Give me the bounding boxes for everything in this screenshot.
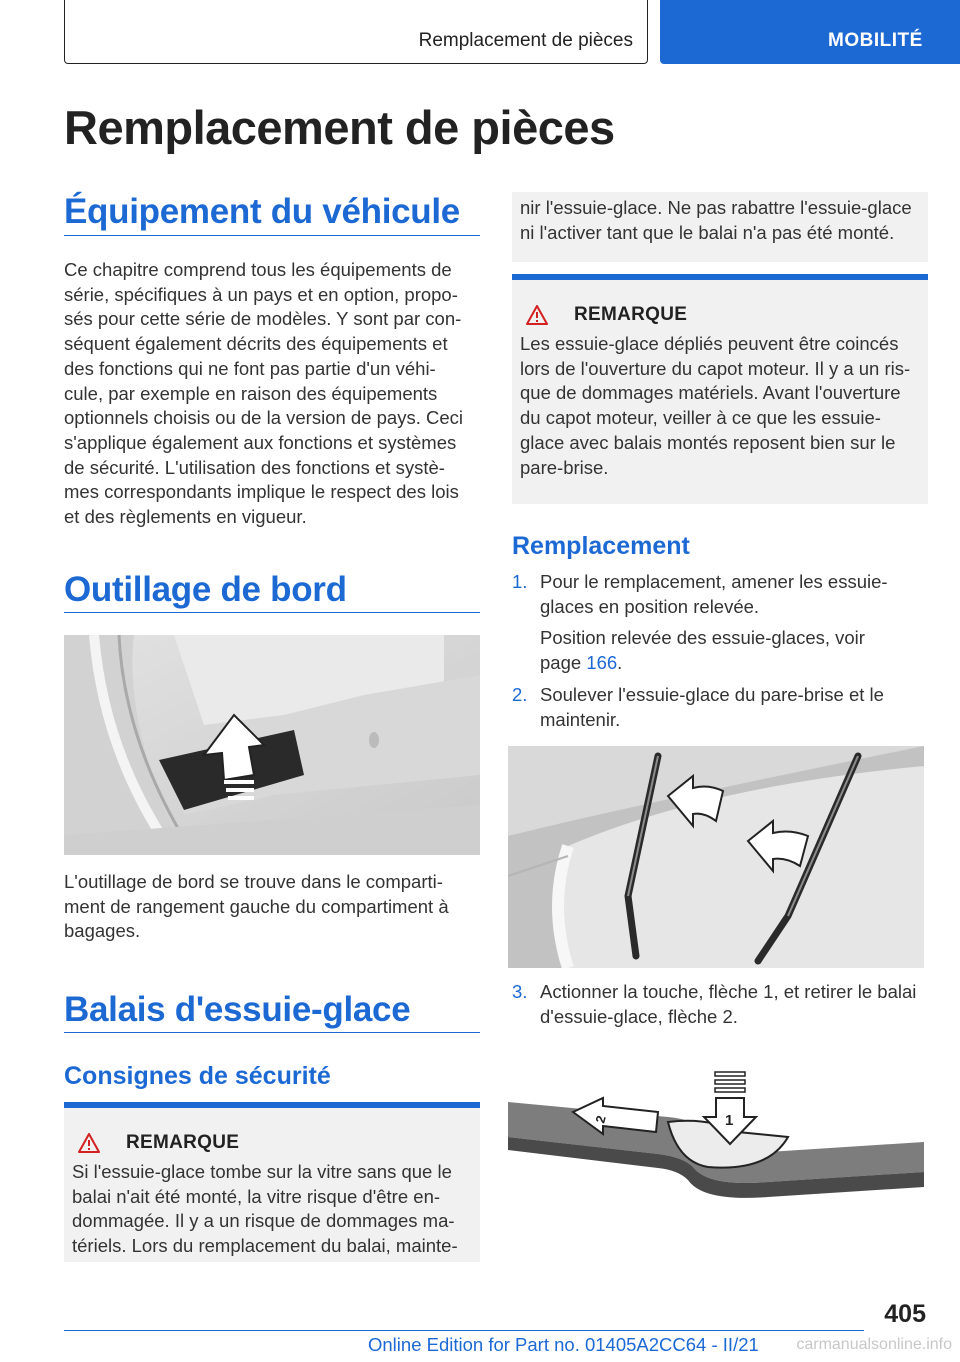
paragraph-outillage: L'outillage de bord se trouve dans le comparti- ment de rangement gauche du compartiment à bagages. [64, 871, 449, 942]
heading-consignes: Consignes de sécurité [64, 1062, 331, 1090]
step-1: 1. Pour le remplacement, amener les essuie- glaces en position relevée. [512, 571, 888, 617]
page-link[interactable]: 166 [586, 651, 618, 673]
paragraph-equipement: Ce chapitre comprend tous les équipements de série, spécifiques à un pays et en option, propo- sés pour cette série de modèles. Y sont par con- séquent également décrits des équipements et des fonctions qui ne font pas partie d'un véhi- cule, par exemple en raison des équipements optionnels choisis ou de la version de pays. Ceci s'applique également aux fonctions et systèmes de sécurité. L'utilisation des fonctions et systè- mes correspondants implique le respect des lois et des règlements en vigueur. [64, 259, 464, 528]
page-number: 405 [884, 1300, 926, 1328]
warning-label: REMARQUE [126, 1132, 240, 1153]
heading-rule [64, 235, 480, 236]
wiper-blade-removal-image [508, 1062, 924, 1267]
warning-triangle-icon [78, 1133, 100, 1153]
wiper-raise-image [508, 746, 924, 968]
footer-edition: Online Edition for Part no. 01405A2CC64 - II/21 [368, 1334, 759, 1355]
warning-continuation-text: nir l'essuie-glace. Ne pas rabattre l'essuie-glace ni l'activer tant que le balai n'a pas été monté. [520, 197, 912, 243]
heading-remplacement: Remplacement [512, 532, 690, 560]
header-section-tab [64, 0, 648, 64]
header-chapter-tab [660, 0, 960, 64]
heading-balais: Balais d'essuie-glace [64, 990, 411, 1029]
step-3: 3. Actionner la touche, flèche 1, et retirer le balai d'essuie-glace, flèche 2. [512, 981, 917, 1027]
trunk-compartment-image [64, 635, 480, 855]
footer-rule [64, 1330, 864, 1331]
warning-triangle-icon [526, 305, 548, 325]
arrow-label-2: 2 [592, 1113, 609, 1125]
warning-label: REMARQUE [574, 304, 688, 325]
warning-text: Les essuie-glace dépliés peuvent être coincés lors de l'ouverture du capot moteur. Il y a un ris- que de dommages matériels. Avant l'ouverture du capot moteur, veiller à ce que les essuie- glace avec balais montés reposent bien sur le pare-brise. [520, 333, 911, 478]
step-1-reference: Position relevée des essuie-glaces, voir page 166. [540, 627, 865, 673]
heading-equipement: Équipement du véhicule [64, 192, 460, 231]
page-title: Remplacement de pièces [64, 101, 615, 154]
warning-box-1 [64, 1102, 480, 1262]
watermark: carmanualsonline.info [796, 1336, 952, 1353]
step-2: 2. Soulever l'essuie-glace du pare-brise et le maintenir. [512, 684, 884, 730]
header-section-label: Remplacement de pièces [418, 30, 633, 51]
header-chapter-label: MOBILITÉ [828, 30, 923, 51]
heading-rule [64, 612, 480, 613]
arrow-label-1: 1 [725, 1112, 734, 1129]
heading-rule [64, 1032, 480, 1033]
heading-outillage: Outillage de bord [64, 570, 347, 609]
warning-text: Si l'essuie-glace tombe sur la vitre sans que le balai n'ait été monté, la vitre risque d'être en- dommagée. Il y a un risque de dommages ma- tériels. Lors du remplacement du balai, mainte- [72, 1161, 458, 1257]
warning-continuation-box [512, 192, 928, 262]
warning-box-2 [512, 274, 928, 504]
